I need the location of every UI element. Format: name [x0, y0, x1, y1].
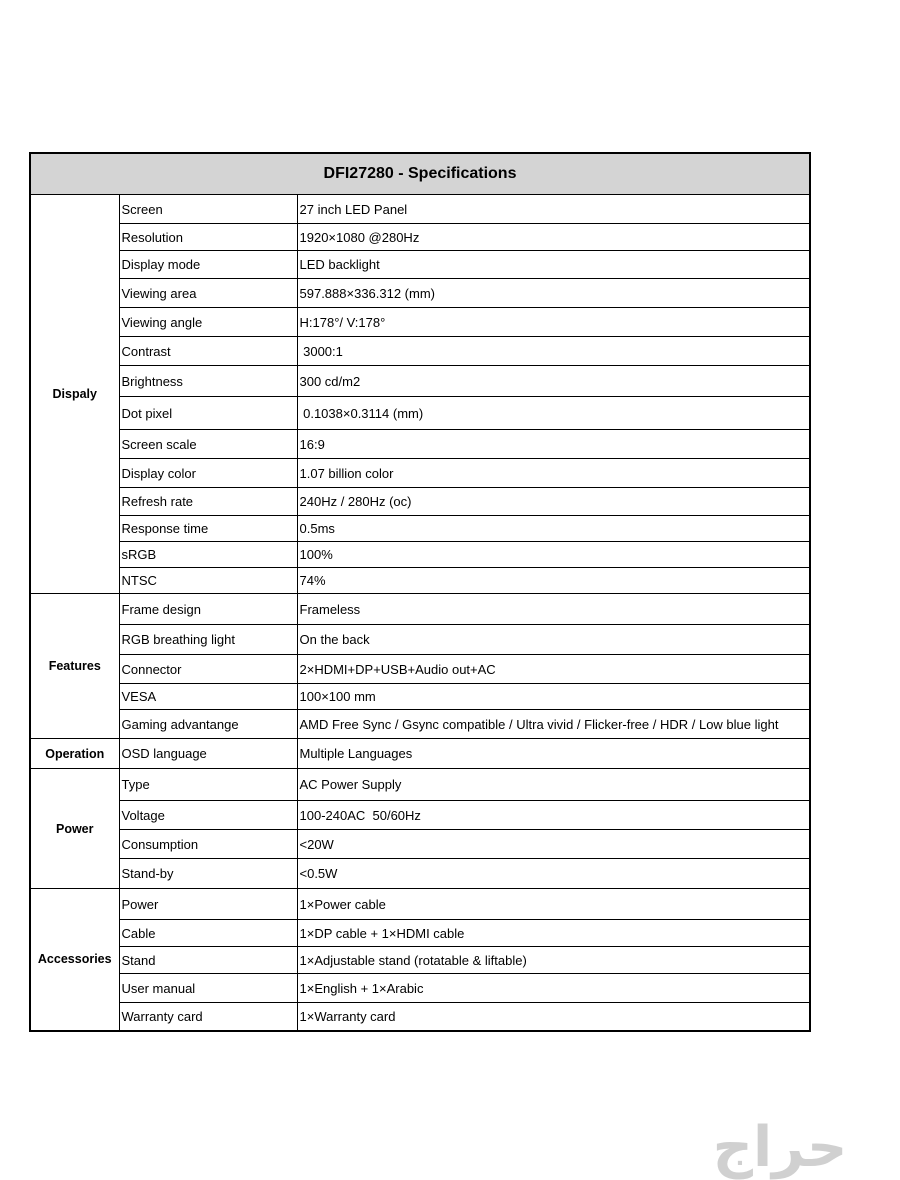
spec-value: 100×100 mm: [297, 684, 810, 710]
spec-label: Frame design: [119, 594, 297, 625]
spec-label: Viewing area: [119, 279, 297, 308]
table-row: [30, 889, 810, 920]
spec-value: 1×English + 1×Arabic: [297, 974, 810, 1003]
table-row: [30, 542, 810, 568]
spec-label: Gaming advantange: [119, 710, 297, 739]
spec-label: Power: [119, 889, 297, 920]
spec-label: OSD language: [119, 739, 297, 769]
spec-label: Consumption: [119, 830, 297, 859]
spec-value: Frameless: [297, 594, 810, 625]
spec-label: Viewing angle: [119, 308, 297, 337]
spec-label: Screen: [119, 195, 297, 224]
spec-value: 1920×1080 @280Hz: [297, 224, 810, 251]
spec-label: Voltage: [119, 801, 297, 830]
table-row: [30, 830, 810, 859]
spec-value: On the back: [297, 625, 810, 655]
table-row: [30, 739, 810, 769]
spec-value: 0.5ms: [297, 516, 810, 542]
table-row: [30, 1003, 810, 1031]
spec-value: <0.5W: [297, 859, 810, 889]
table-row: [30, 594, 810, 625]
spec-label: Display mode: [119, 251, 297, 279]
spec-value: 240Hz / 280Hz (oc): [297, 488, 810, 516]
table-row: [30, 251, 810, 279]
spec-label: Screen scale: [119, 430, 297, 459]
table-row: [30, 801, 810, 830]
section-label-dispaly: Dispaly: [30, 195, 119, 594]
table-row: [30, 366, 810, 397]
spec-value: Multiple Languages: [297, 739, 810, 769]
table-row: [30, 920, 810, 947]
spec-label: Resolution: [119, 224, 297, 251]
spec-value: H:178°/ V:178°: [297, 308, 810, 337]
spec-value: 2×HDMI+DP+USB+Audio out+AC: [297, 655, 810, 684]
table-title: DFI27280 - Specifications: [30, 153, 810, 195]
table-row: [30, 397, 810, 430]
spec-value: <20W: [297, 830, 810, 859]
spec-value: 74%: [297, 568, 810, 594]
table-row: [30, 974, 810, 1003]
spec-value: AC Power Supply: [297, 769, 810, 801]
table-row: [30, 308, 810, 337]
table-row: [30, 947, 810, 974]
table-row: [30, 655, 810, 684]
table-row: [30, 769, 810, 801]
spec-value: AMD Free Sync / Gsync compatible / Ultra vivid / Flicker-free / HDR / Low blue light: [297, 710, 810, 739]
spec-value: 300 cd/m2: [297, 366, 810, 397]
specifications-body: [30, 195, 810, 1031]
spec-label: Type: [119, 769, 297, 801]
spec-value: 1.07 billion color: [297, 459, 810, 488]
spec-value: 27 inch LED Panel: [297, 195, 810, 224]
spec-label: Stand-by: [119, 859, 297, 889]
spec-label: Brightness: [119, 366, 297, 397]
spec-label: Stand: [119, 947, 297, 974]
spec-label: Cable: [119, 920, 297, 947]
haraj-watermark-logo: [660, 1110, 900, 1180]
table-row: [30, 516, 810, 542]
spec-value: 16:9: [297, 430, 810, 459]
section-label-accessories: Accessories: [30, 889, 119, 1031]
section-label-operation: Operation: [30, 739, 119, 769]
spec-value: 1×DP cable + 1×HDMI cable: [297, 920, 810, 947]
spec-label: Display color: [119, 459, 297, 488]
table-row: [30, 224, 810, 251]
spec-label: Response time: [119, 516, 297, 542]
spec-value: 1×Warranty card: [297, 1003, 810, 1031]
spec-label: Dot pixel: [119, 397, 297, 430]
spec-label: VESA: [119, 684, 297, 710]
spec-label: sRGB: [119, 542, 297, 568]
table-row: [30, 859, 810, 889]
spec-value: 0.1038×0.3114 (mm): [297, 397, 810, 430]
svg-text:حراج: حراج: [712, 1115, 848, 1180]
table-row: [30, 195, 810, 224]
spec-label: Warranty card: [119, 1003, 297, 1031]
table-row: [30, 710, 810, 739]
spec-value: 3000:1: [297, 337, 810, 366]
specifications-table: [29, 152, 811, 1032]
spec-value: 100-240AC 50/60Hz: [297, 801, 810, 830]
table-row: [30, 430, 810, 459]
spec-label: User manual: [119, 974, 297, 1003]
table-row: [30, 488, 810, 516]
spec-label: Refresh rate: [119, 488, 297, 516]
table-row: [30, 568, 810, 594]
table-row: [30, 459, 810, 488]
spec-value: 1×Power cable: [297, 889, 810, 920]
table-row: [30, 625, 810, 655]
spec-label: Contrast: [119, 337, 297, 366]
table-row: [30, 337, 810, 366]
spec-label: Connector: [119, 655, 297, 684]
spec-value: 597.888×336.312 (mm): [297, 279, 810, 308]
section-label-power: Power: [30, 769, 119, 889]
table-row: [30, 684, 810, 710]
spec-label: RGB breathing light: [119, 625, 297, 655]
spec-value: LED backlight: [297, 251, 810, 279]
spec-label: NTSC: [119, 568, 297, 594]
spec-value: 100%: [297, 542, 810, 568]
table-row: [30, 279, 810, 308]
spec-value: 1×Adjustable stand (rotatable & liftable): [297, 947, 810, 974]
section-label-features: Features: [30, 594, 119, 739]
